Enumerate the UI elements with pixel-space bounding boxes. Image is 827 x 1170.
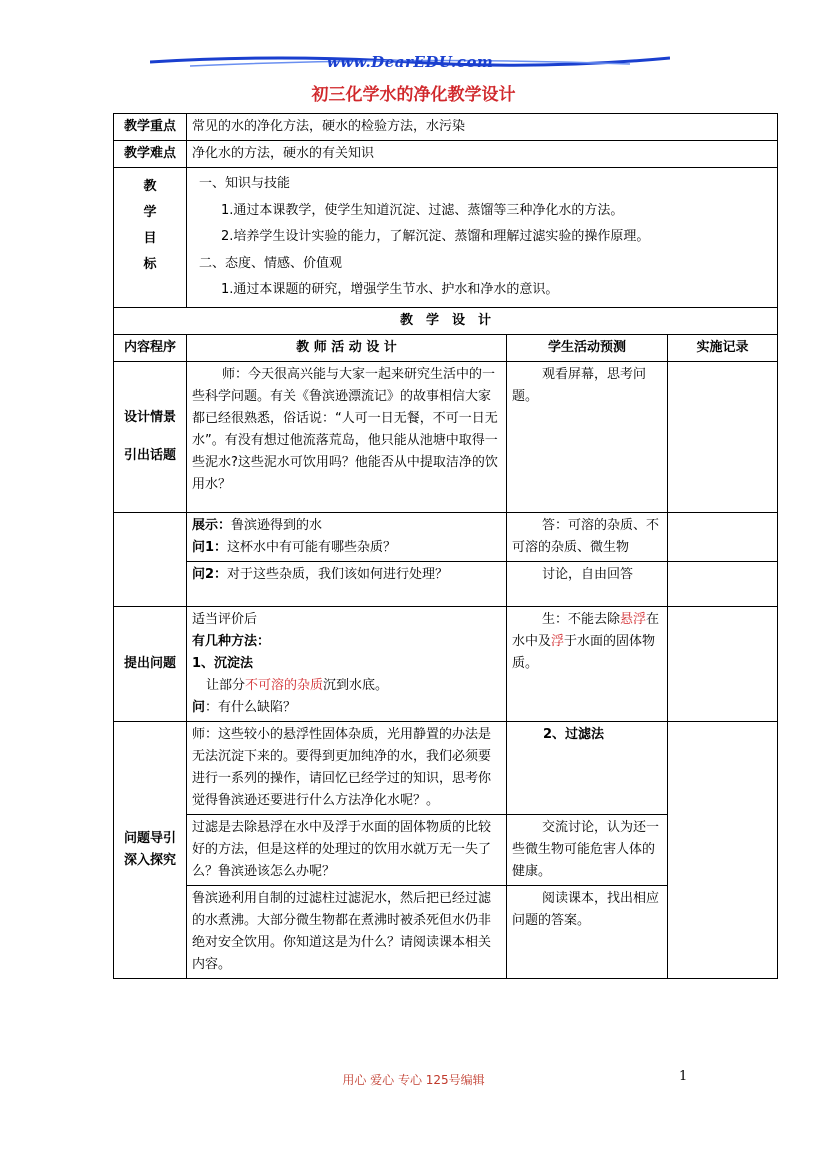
table-row [114, 606, 778, 721]
record-cell [668, 512, 778, 561]
teacher-cell: 师：这些较小的悬浮性固体杂质，光用静置的办法是无法沉淀下来的。要得到更加纯净的水，我们必须要进行一系列的操作，请回忆已经学过的知识，思考你觉得鲁滨逊还要进行什么方法净化水呢？。 [187, 721, 507, 814]
objectives-label: 教 学 目 标 [114, 168, 187, 308]
table-row [114, 561, 778, 606]
teacher-cell: 师：今天很高兴能与大家一起来研究生活中的一些科学问题。有关《鲁滨逊漂流记》的故事相信大家都已经很熟悉，俗话说：“人可一日无餐，不可一日无水”。有没有想过他流落荒岛，他只能从池塘中取得一些泥水?这些泥水可饮用吗？他能否从中提取洁净的饮用水？ [187, 361, 507, 512]
record-cell [668, 721, 778, 978]
student-cell: 2、过滤法 [507, 721, 668, 814]
record-cell [668, 606, 778, 721]
col-header-record: 实施记录 [668, 334, 778, 361]
lesson-plan-table [113, 113, 778, 979]
site-url[interactable]: www.DearEDU.com [326, 53, 494, 71]
student-cell: 观看屏幕，思考问题。 [507, 361, 668, 512]
key-points-text: 常见的水的净化方法，硬水的检验方法，水污染 [187, 114, 778, 141]
objective-line: 2.培养学生设计实验的能力，了解沉淀、蒸馏和理解过滤实验的操作原理。 [221, 229, 650, 244]
key-points-row [114, 114, 778, 141]
teacher-cell: 展示：鲁滨逊得到的水 问1：这杯水中有可能有哪些杂质？ [187, 512, 507, 561]
student-cell: 阅读课本，找出相应问题的答案。 [507, 885, 668, 978]
objectives-row [114, 168, 778, 308]
col-header-program: 内容程序 [114, 334, 187, 361]
teacher-cell: 过滤是去除悬浮在水中及浮于水面的固体物质的比较好的方法，但是这样的处理过的饮用水就万无一失了么？鲁滨逊该怎么办呢？ [187, 814, 507, 885]
teacher-cell: 鲁滨逊利用自制的过滤柱过滤泥水，然后把已经过滤的水煮沸。大部分微生物都在煮沸时被杀死但水仍非绝对安全饮用。你知道这是为什么？请阅读课本相关内容。 [187, 885, 507, 978]
document-title: 初三化学水的净化教学设计 [311, 85, 516, 105]
teacher-cell: 适当评价后 有几种方法： 1、沉淀法 让部分不可溶的杂质沉到水底。 问：有什么缺陷？ [187, 606, 507, 721]
student-cell: 交流讨论，认为还一些微生物可能危害人体的健康。 [507, 814, 668, 885]
page-number: 1 [679, 1069, 688, 1084]
column-header-row [114, 334, 778, 361]
difficulties-label: 教学难点 [114, 141, 187, 168]
objective-line: 1.通过本课题的研究，增强学生节水、护水和净水的意识。 [221, 282, 559, 297]
program-cell [114, 512, 187, 606]
key-points-label: 教学重点 [114, 114, 187, 141]
table-row [114, 512, 778, 561]
table-row [114, 721, 778, 814]
student-cell: 答：可溶的杂质、不可溶的杂质、微生物 [507, 512, 668, 561]
record-cell [668, 561, 778, 606]
difficulties-text: 净化水的方法，硬水的有关知识 [187, 141, 778, 168]
record-cell [668, 361, 778, 512]
col-header-student: 学生活动预测 [507, 334, 668, 361]
objectives-content [187, 168, 778, 308]
student-cell: 讨论，自由回答 [507, 561, 668, 606]
col-header-teacher: 教 师 活 动 设 计 [187, 334, 507, 361]
objective-line: 二、态度、情感、价值观 [199, 255, 343, 271]
teacher-cell: 问2：对于这些杂质，我们该如何进行处理？ [187, 561, 507, 606]
program-cell: 问题导引 深入探究 [114, 721, 187, 978]
site-banner [150, 50, 670, 76]
table-row [114, 361, 778, 512]
program-cell: 提出问题 [114, 606, 187, 721]
difficulties-row [114, 141, 778, 168]
objective-line: 一、知识与技能 [199, 176, 291, 191]
objective-line: 1.通过本课教学，使学生知道沉淀、过滤、蒸馏等三种净化水的方法。 [221, 202, 624, 218]
student-cell: 生：不能去除悬浮在水中及浮于水面的固体物质。 [507, 606, 668, 721]
design-header: 教 学 设 计 [114, 307, 778, 334]
footer-text: 用心 爱心 专心 125号编辑 [342, 1073, 485, 1087]
design-header-row [114, 307, 778, 334]
program-cell: 设计情景 引出话题 [114, 361, 187, 512]
